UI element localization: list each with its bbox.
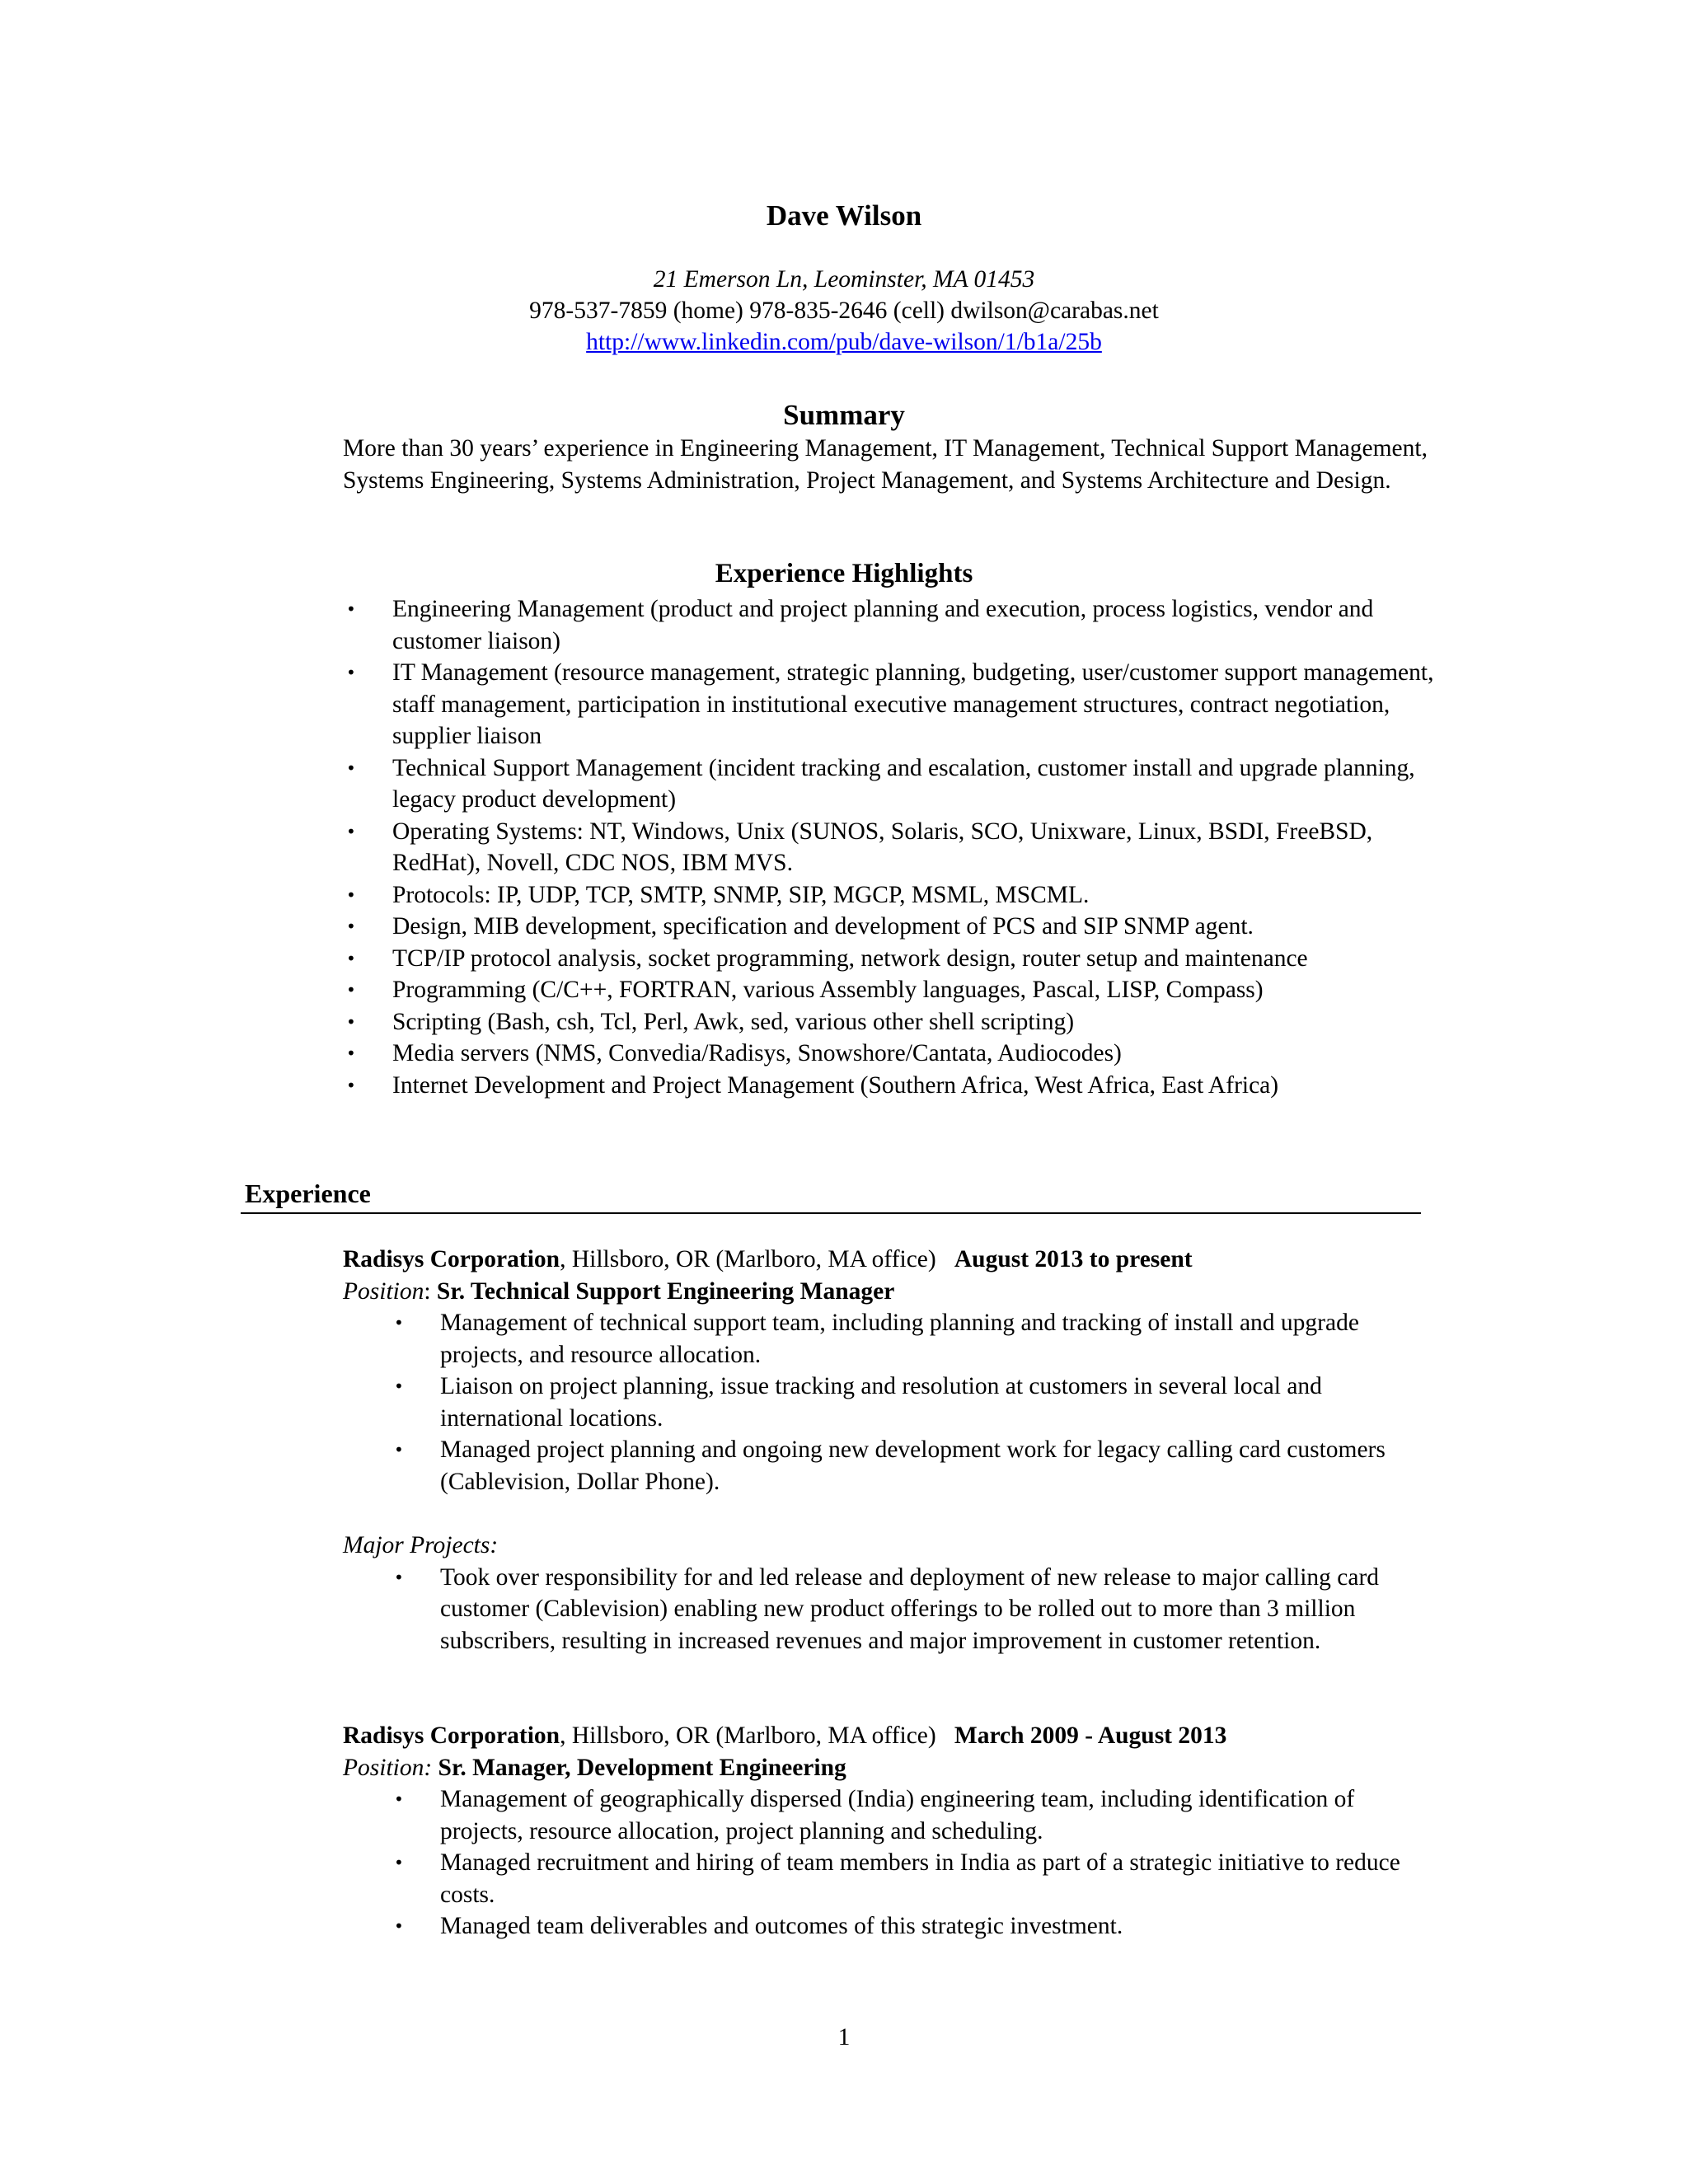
job-bullets [343,1307,1447,1497]
highlight-text: Technical Support Management (incident tracking and escalation, customer install and upgrade planning, legacy product development) [392,754,1415,813]
list-item [343,1006,1447,1038]
highlights-heading: Experience Highlights [715,559,973,588]
list-item [343,1038,1447,1070]
job-bullets [343,1783,1447,1943]
list-item [343,974,1447,1006]
highlight-text: Engineering Management (product and project planning and execution, process logistics, vendor and customer liaison) [392,596,1374,654]
bullet-icon: • [346,948,356,968]
highlights-list [343,593,1447,1101]
company-name: Radisys Corporation [343,1246,560,1272]
bullet-icon: • [346,1011,356,1032]
linkedin-link[interactable]: http://www.linkedin.com/pub/dave-wilson/1/b1a/25b [586,329,1102,355]
bullet-icon: • [394,1567,404,1587]
address: 21 Emerson Ln, Leominster, MA 01453 [653,266,1035,293]
bullet-text: Management of geographically dispersed (India) engineering team, including identification of projects, resource allocation, project planning and scheduling. [440,1786,1355,1844]
bullet-icon: • [394,1789,404,1809]
job-position [343,1752,1447,1784]
job-entry [343,1720,1447,1943]
list-item [343,943,1447,975]
highlight-text: Programming (C/C++, FORTRAN, various Assembly languages, Pascal, LISP, Compass) [392,977,1264,1003]
bullet-text: Managed project planning and ongoing new development work for legacy calling card customers (Cablevision, Dollar Phone). [440,1436,1386,1495]
bullet-text: Management of technical support team, including planning and tracking of install and upgrade projects, and resource allocation. [440,1310,1359,1368]
position-separator: : [424,1277,437,1305]
job-header [343,1244,1447,1276]
highlight-text: Media servers (NMS, Convedia/Radisys, Snowshore/Cantata, Audiocodes) [392,1040,1122,1066]
bullet-icon: • [346,1043,356,1063]
list-item [343,593,1447,657]
highlight-text: IT Management (resource management, strategic planning, budgeting, user/customer support management, staff management, participation in institutional executive management structures, contract negotiation, supplier liaison [392,659,1434,749]
linkedin-line [0,326,1688,359]
bullet-icon: • [394,1853,404,1872]
company-name: Radisys Corporation [343,1722,560,1749]
position-label: Position: [343,1754,433,1781]
applicant-name: Dave Wilson [766,199,922,232]
bullet-icon: • [394,1376,404,1396]
bullet-text: Managed recruitment and hiring of team members in India as part of a strategic initiative to reduce costs. [440,1849,1400,1908]
list-item [343,1070,1447,1102]
bullet-icon: • [394,1916,404,1936]
list-item [343,1307,1429,1371]
company-location: , Hillsboro, OR (Marlboro, MA office) [560,1722,936,1749]
job-entry [343,1244,1447,1497]
list-item [343,879,1447,912]
list-item [343,1847,1429,1910]
bullet-text: Managed team deliverables and outcomes of this strategic investment. [440,1913,1123,1939]
list-item [343,657,1447,752]
major-projects [343,1530,1447,1657]
bullet-icon: • [346,599,356,619]
position-separator [432,1755,438,1781]
experience-heading: Experience [245,1179,371,1208]
bullet-icon: • [346,980,356,1000]
bullet-icon: • [346,663,356,682]
job-dates: March 2009 - August 2013 [954,1722,1227,1749]
job-dates: August 2013 to present [954,1246,1193,1272]
contact-line: 978-537-7859 (home) 978-835-2646 (cell) dwilson@carabas.net [529,298,1159,324]
list-item [343,816,1447,879]
job-position [343,1276,1447,1308]
bullet-icon: • [346,1075,356,1095]
highlight-text: Scripting (Bash, csh, Tcl, Perl, Awk, sed, various other shell scripting) [392,1008,1075,1035]
list-item [343,1783,1429,1847]
summary-heading: Summary [783,399,905,431]
experience-divider [241,1212,1421,1214]
bullet-icon: • [394,1440,404,1460]
position-title: Sr. Technical Support Engineering Manager [436,1277,895,1305]
company-location: , Hillsboro, OR (Marlboro, MA office) [560,1246,936,1272]
highlight-text: Internet Development and Project Management (Southern Africa, West Africa, East Africa) [392,1071,1279,1099]
position-label: Position [343,1277,424,1305]
bullet-icon: • [394,1313,404,1333]
list-item [343,911,1447,943]
list-item [343,752,1447,816]
position-title: Sr. Manager, Development Engineering [438,1754,846,1781]
projects-label: Major Projects: [343,1532,499,1558]
job-header [343,1720,1447,1752]
summary-text: More than 30 years’ experience in Engineering Management, IT Management, Technical Support Management, Systems Engineering, Systems Administration, Project Management, and Systems Architecture and Design. [343,435,1428,494]
bullet-icon: • [346,757,356,778]
bullet-text: Liaison on project planning, issue tracking and resolution at customers in several local and international locations. [440,1373,1322,1432]
list-item [343,1434,1429,1497]
bullet-icon: • [346,821,356,841]
highlight-text: TCP/IP protocol analysis, socket programming, network design, router setup and maintenance [392,944,1308,972]
list-item [343,1371,1429,1434]
page-number: 1 [837,2024,851,2050]
highlight-text: Operating Systems: NT, Windows, Unix (SUNOS, Solaris, SCO, Unixware, Linux, BSDI, FreeBSD, RedHat), Novell, CDC NOS, IBM MVS. [392,818,1373,876]
projects-list [343,1562,1447,1657]
bullet-icon: • [346,916,356,936]
project-text: Took over responsibility for and led release and deployment of new release to major calling card customer (Cablevision) enabling new product offerings to be rolled out to more than 3 million subscribers, resulting in increased revenues and major improvement in customer retention. [440,1563,1380,1654]
bullet-icon: • [346,884,356,905]
highlight-text: Design, MIB development, specification and development of PCS and SIP SNMP agent. [392,913,1254,940]
list-item [343,1562,1429,1657]
list-item [343,1910,1429,1943]
highlight-text: Protocols: IP, UDP, TCP, SMTP, SNMP, SIP, MGCP, MSML, MSCML. [392,881,1090,908]
